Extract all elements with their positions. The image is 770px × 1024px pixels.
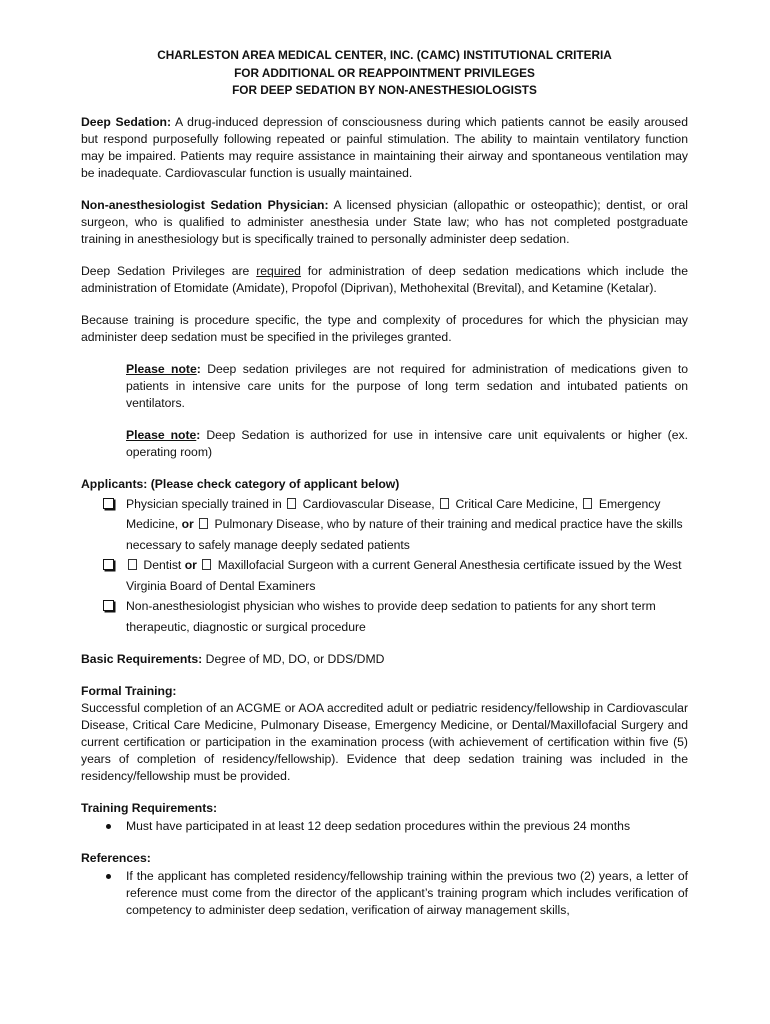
formal-training-text: Successful completion of an ACGME or AOA accredited adult or pediatric residency/fellowship in Cardiovascular Disease, Critical Care Medicine, Pulmonary Disease, Emergency Medicine, or Dental/Maxillofacial Surgery and current certification or participation in the examination process (with achievement of certification within five (5) years of completion of residency/fellowship). Evidence that deep sedation training was included in the residency/fellowship must be provided. bbox=[81, 701, 688, 783]
basic-requirements bbox=[81, 651, 688, 668]
basic-requirements-label: Basic Requirements: bbox=[81, 652, 203, 666]
privileges-required: required bbox=[256, 263, 301, 278]
training-requirements-heading: Training Requirements: bbox=[81, 801, 218, 815]
training-requirement-item bbox=[81, 818, 688, 835]
deep-sedation-definition bbox=[81, 114, 688, 182]
cardiovascular-checkbox[interactable] bbox=[287, 498, 296, 509]
applicants-heading: Applicants: (Please check category of applicant below) bbox=[81, 476, 400, 491]
sedation-physician-label: Non-anesthesiologist Sedation Physician: bbox=[81, 197, 329, 212]
please-note-2 bbox=[126, 427, 688, 461]
physician-text-d: Emergency Medicine, bbox=[126, 496, 661, 531]
dentist-category-checkbox[interactable] bbox=[103, 559, 114, 570]
privileges-text-pre: Deep Sedation Privileges are bbox=[81, 263, 257, 278]
applicant-category-list bbox=[81, 494, 688, 638]
pulmonary-checkbox[interactable] bbox=[199, 518, 208, 529]
please-note-1-label: Please note bbox=[126, 361, 197, 376]
references-heading: References: bbox=[81, 851, 151, 865]
non-anesthesiologist-checkbox[interactable] bbox=[103, 600, 114, 611]
references-item bbox=[81, 868, 688, 919]
please-note-2-label: Please note bbox=[126, 427, 197, 442]
title-line-3: FOR DEEP SEDATION BY NON-ANESTHESIOLOGISTS bbox=[232, 83, 537, 97]
dentist-or: or bbox=[184, 558, 197, 572]
title-line-2: FOR ADDITIONAL OR REAPPOINTMENT PRIVILEGES bbox=[234, 65, 535, 80]
training-requirement-text: Must have participated in at least 12 deep sedation procedures within the previous 24 months bbox=[126, 819, 631, 833]
physician-or: or bbox=[181, 517, 194, 531]
please-note-2-colon: : bbox=[196, 427, 201, 442]
critical-care-checkbox[interactable] bbox=[440, 498, 449, 509]
bullet-icon bbox=[106, 824, 111, 829]
physician-text-b: Cardiovascular Disease, bbox=[302, 496, 435, 511]
physician-text-c: Critical Care Medicine, bbox=[455, 496, 579, 511]
bullet-icon bbox=[106, 874, 111, 879]
privileges-text-post: for administration of deep sedation medications which include the administration of Etomidate (Amidate), Propofol (Diprivan), Methohexital (Brevital), and Ketamine (Ketalar). bbox=[81, 263, 688, 295]
title-line-1: CHARLESTON AREA MEDICAL CENTER, INC. (CAMC) INSTITUTIONAL CRITERIA bbox=[157, 48, 612, 62]
dentist-checkbox[interactable] bbox=[128, 559, 137, 570]
emergency-checkbox[interactable] bbox=[583, 498, 592, 509]
sedation-physician-definition bbox=[81, 197, 688, 248]
applicant-category-dentist bbox=[81, 555, 688, 596]
please-note-2-text: Deep Sedation is authorized for use in intensive care unit equivalents or higher (ex. operating room) bbox=[126, 427, 688, 459]
physician-text-e: Pulmonary Disease, who by nature of their training and medical practice have the skills necessary to safely manage deeply sedated patients bbox=[126, 517, 683, 552]
physician-checkbox[interactable] bbox=[103, 498, 114, 509]
dentist-text-a: Dentist bbox=[143, 558, 182, 572]
document-title bbox=[81, 47, 688, 100]
procedure-specific-paragraph: Because training is procedure specific, the type and complexity of procedures for which the physician may administer deep sedation must be specified in the privileges granted. bbox=[81, 312, 688, 344]
non-anesthesiologist-text: Non-anesthesiologist physician who wishes to provide deep sedation to patients for any short term therapeutic, diagnostic or surgical procedure bbox=[126, 599, 656, 634]
references-list bbox=[81, 868, 688, 919]
please-note-1-text: Deep sedation privileges are not required for administration of medications given to patients in intensive care units for the purpose of long term sedation and intubated patients on ventilators. bbox=[126, 361, 688, 410]
training-requirements-list bbox=[81, 818, 688, 835]
please-note-1 bbox=[126, 361, 688, 412]
sedation-physician-text: A licensed physician (allopathic or osteopathic); dentist, or oral surgeon, who is qualified to administer anesthesia under State law; who has not completed postgraduate training in anesthesiology but is specifically trained to personally administer deep sedation. bbox=[81, 197, 688, 246]
privileges-paragraph bbox=[81, 263, 688, 297]
applicant-category-physician bbox=[81, 494, 688, 556]
dentist-text-b: Maxillofacial Surgeon with a current General Anesthesia certificate issued by the West Virginia Board of Dental Examiners bbox=[126, 558, 682, 593]
deep-sedation-label: Deep Sedation: bbox=[81, 114, 172, 129]
physician-text-a: Physician specially trained in bbox=[126, 496, 282, 511]
basic-requirements-text: Degree of MD, DO, or DDS/DMD bbox=[205, 652, 385, 666]
formal-training-heading: Formal Training: bbox=[81, 684, 177, 698]
maxillofacial-checkbox[interactable] bbox=[202, 559, 211, 570]
applicant-category-non-anesthesiologist bbox=[81, 596, 688, 637]
please-note-1-colon: : bbox=[196, 361, 201, 376]
deep-sedation-text: A drug-induced depression of consciousness during which patients cannot be easily aroused but respond purposefully following repeated or painful stimulation. The ability to maintain ventilatory function may be impaired. Patients may require assistance in maintaining their airway and spontaneous ventilation may be inadequate. Cardiovascular function is usually maintained. bbox=[81, 114, 688, 180]
references-text: If the applicant has completed residency/fellowship training within the previous two (2) years, a letter of reference must come from the director of the applicant’s training program which includes verification of competency to administer deep sedation, verification of airway management skills, bbox=[126, 869, 688, 917]
